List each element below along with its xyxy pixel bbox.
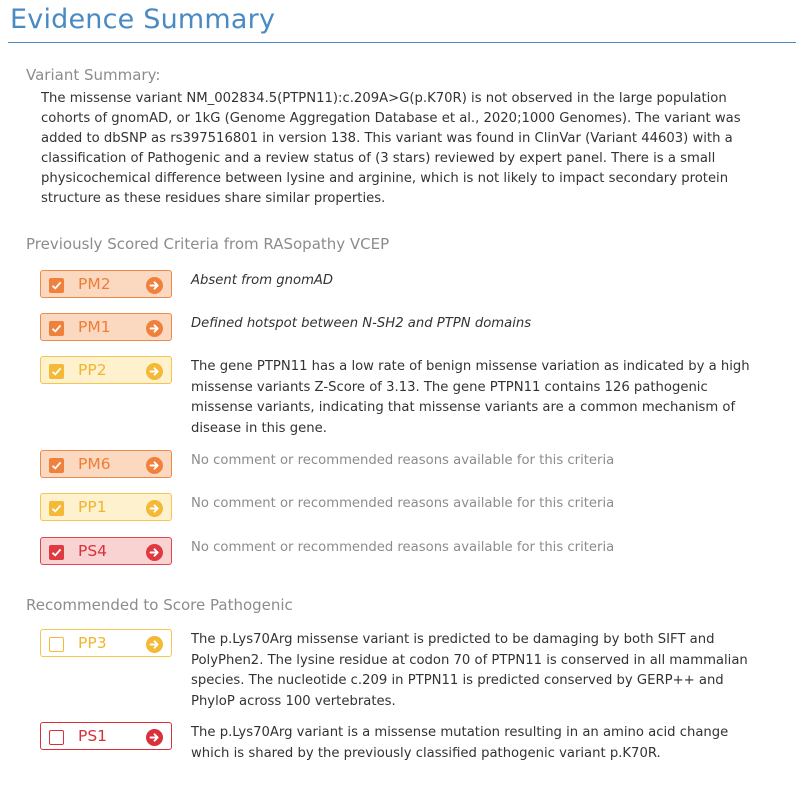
criteria-pill-ps1[interactable] bbox=[40, 722, 172, 750]
criteria-code: PP2 bbox=[78, 361, 107, 379]
criteria-code: PM1 bbox=[78, 318, 111, 336]
criteria-description: The gene PTPN11 has a low rate of benign missense variation as indicated by a high missense variants Z-Score of 3.13. The gene PTPN11 contains 126 pathogenic missense variants, indicating that missense variants are a common mechanism of disease in this gene. bbox=[191, 359, 750, 436]
checkbox-unchecked-icon[interactable] bbox=[49, 637, 64, 652]
checkbox-unchecked-icon[interactable] bbox=[49, 730, 64, 745]
checkbox-checked-icon[interactable] bbox=[49, 458, 64, 473]
variant-summary-text: The missense variant NM_002834.5(PTPN11):c.209A>G(p.K70R) is not observed in the large population cohorts of gnomAD, or 1kG (Genome Aggregation Database et al., 2020;1000 Genomes). The variant was added to dbSNP as rs397516801 in version 138. This variant was found in ClinVar (Variant 44603) with a classification of Pathogenic and a review status of (3 stars) reviewed by expert panel. There is a small physicochemical difference between lysine and arginine, which is not likely to impact secondary protein structure as these residues share similar properties. bbox=[41, 91, 741, 206]
checkbox-checked-icon[interactable] bbox=[49, 501, 64, 516]
checkbox-checked-icon[interactable] bbox=[49, 364, 64, 379]
arrow-right-circle-icon[interactable] bbox=[146, 363, 163, 380]
criteria-pill-pp3[interactable] bbox=[40, 629, 172, 657]
arrow-right-circle-icon[interactable] bbox=[146, 544, 163, 561]
criteria-description: The p.Lys70Arg variant is a missense mutation resulting in an amino acid change which is shared by the previously classified pathogenic variant p.K70R. bbox=[191, 725, 729, 761]
variant-summary-label: Variant Summary: bbox=[26, 66, 161, 84]
arrow-right-circle-icon[interactable] bbox=[146, 320, 163, 337]
recommended-label: Recommended to Score Pathogenic bbox=[26, 596, 293, 614]
criteria-pill-ps4[interactable] bbox=[40, 537, 172, 565]
criteria-code: PP1 bbox=[78, 498, 107, 516]
arrow-right-circle-icon[interactable] bbox=[146, 277, 163, 294]
arrow-right-circle-icon[interactable] bbox=[146, 729, 163, 746]
criteria-pill-pp1[interactable] bbox=[40, 493, 172, 521]
title-divider bbox=[8, 42, 796, 43]
criteria-description: No comment or recommended reasons available for this criteria bbox=[191, 496, 615, 511]
arrow-right-circle-icon[interactable] bbox=[146, 457, 163, 474]
previously-scored-label: Previously Scored Criteria from RASopathy VCEP bbox=[26, 235, 390, 253]
checkbox-checked-icon[interactable] bbox=[49, 321, 64, 336]
checkbox-checked-icon[interactable] bbox=[49, 545, 64, 560]
arrow-right-circle-icon[interactable] bbox=[146, 500, 163, 517]
criteria-code: PM6 bbox=[78, 455, 111, 473]
criteria-code: PS1 bbox=[78, 727, 108, 745]
arrow-right-circle-icon[interactable] bbox=[146, 636, 163, 653]
criteria-description: No comment or recommended reasons available for this criteria bbox=[191, 540, 615, 555]
criteria-description: Defined hotspot between N-SH2 and PTPN domains bbox=[191, 316, 532, 331]
page-title: Evidence Summary bbox=[10, 4, 276, 35]
criteria-code: PP3 bbox=[78, 634, 107, 652]
checkbox-checked-icon[interactable] bbox=[49, 278, 64, 293]
criteria-description: No comment or recommended reasons available for this criteria bbox=[191, 453, 615, 468]
criteria-code: PM2 bbox=[78, 275, 111, 293]
criteria-description: The p.Lys70Arg missense variant is predicted to be damaging by both SIFT and PolyPhen2. The lysine residue at codon 70 of PTPN11 is conserved in all mammalian species. The nucleotide c.209 in PTPN11 is predicted conserved by GERP++ and PhyloP across 100 vertebrates. bbox=[191, 632, 748, 709]
criteria-pill-pm1[interactable] bbox=[40, 313, 172, 341]
criteria-description: Absent from gnomAD bbox=[191, 273, 334, 288]
criteria-code: PS4 bbox=[78, 542, 108, 560]
criteria-pill-pm2[interactable] bbox=[40, 270, 172, 298]
criteria-pill-pp2[interactable] bbox=[40, 356, 172, 384]
criteria-pill-pm6[interactable] bbox=[40, 450, 172, 478]
